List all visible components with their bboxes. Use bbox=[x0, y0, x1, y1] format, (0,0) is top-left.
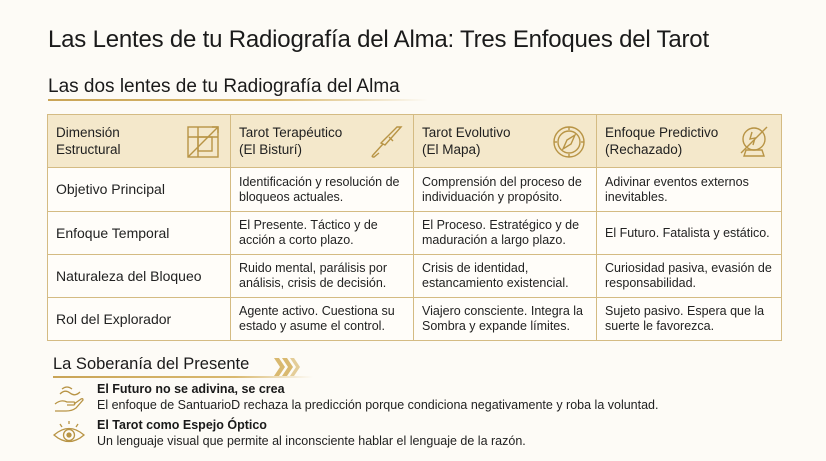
column-header-line1: Dimensión bbox=[56, 125, 120, 140]
eye-icon bbox=[52, 418, 86, 452]
section-underline bbox=[48, 99, 428, 101]
section-title: Las dos lentes de tu Radiografía del Alma bbox=[48, 76, 400, 97]
column-header-dimension bbox=[48, 115, 231, 168]
table-row bbox=[48, 298, 782, 341]
table-cell: Adivinar eventos externos inevitables. bbox=[597, 168, 782, 212]
table-cell: El Proceso. Estratégico y de maduración a largo plazo. bbox=[414, 212, 597, 255]
row-label: Objetivo Principal bbox=[48, 168, 231, 212]
row-label: Enfoque Temporal bbox=[48, 212, 231, 255]
table-cell: Ruido mental, parálisis por análisis, crisis de decisión. bbox=[231, 255, 414, 298]
column-header-line1: Enfoque Predictivo bbox=[605, 125, 719, 140]
column-header-evolutive bbox=[414, 115, 597, 168]
item-heading: El Tarot como Espejo Óptico bbox=[97, 418, 267, 432]
column-header-line2: (El Bisturí) bbox=[239, 142, 303, 157]
item-heading: El Futuro no se adivina, se crea bbox=[97, 382, 285, 396]
page-title: Las Lentes de tu Radiografía del Alma: Tres Enfoques del Tarot bbox=[48, 26, 709, 53]
hand-wave-icon bbox=[52, 382, 86, 416]
table-cell: Identificación y resolución de bloqueos actuales. bbox=[231, 168, 414, 212]
column-header-line2: (El Mapa) bbox=[422, 142, 481, 157]
column-header-line1: Tarot Terapéutico bbox=[239, 125, 343, 140]
column-header-therapeutic bbox=[231, 115, 414, 168]
table-row bbox=[48, 168, 782, 212]
item-description: Un lenguaje visual que permite al inconsciente hablar el lenguaje de la razón. bbox=[97, 434, 526, 448]
table-row bbox=[48, 212, 782, 255]
chevron-stripes-icon bbox=[274, 358, 300, 376]
table-row bbox=[48, 255, 782, 298]
table-cell: Comprensión del proceso de individuación y propósito. bbox=[414, 168, 597, 212]
row-label: Naturaleza del Bloqueo bbox=[48, 255, 231, 298]
column-header-line1: Tarot Evolutivo bbox=[422, 125, 511, 140]
sovereignty-underline bbox=[53, 376, 313, 378]
table-cell: Agente activo. Cuestiona su estado y asume el control. bbox=[231, 298, 414, 341]
table-cell: Curiosidad pasiva, evasión de responsabilidad. bbox=[597, 255, 782, 298]
table-header-row bbox=[48, 115, 782, 168]
table-cell: El Presente. Táctico y de acción a corto plazo. bbox=[231, 212, 414, 255]
column-header-line2: (Rechazado) bbox=[605, 142, 683, 157]
item-description: El enfoque de SantuarioD rechaza la predicción porque condiciona negativamente y roba la voluntad. bbox=[97, 398, 659, 412]
sovereignty-title: La Soberanía del Presente bbox=[53, 355, 250, 373]
table-cell: El Futuro. Fatalista y estático. bbox=[597, 212, 782, 255]
column-header-predictive bbox=[597, 115, 782, 168]
table-cell: Viajero consciente. Integra la Sombra y expande límites. bbox=[414, 298, 597, 341]
table-cell: Sujeto pasivo. Espera que la suerte le favorezca. bbox=[597, 298, 782, 341]
table-cell: Crisis de identidad, estancamiento existencial. bbox=[414, 255, 597, 298]
column-header-line2: Estructural bbox=[56, 142, 121, 157]
comparison-table bbox=[47, 114, 782, 341]
row-label: Rol del Explorador bbox=[48, 298, 231, 341]
